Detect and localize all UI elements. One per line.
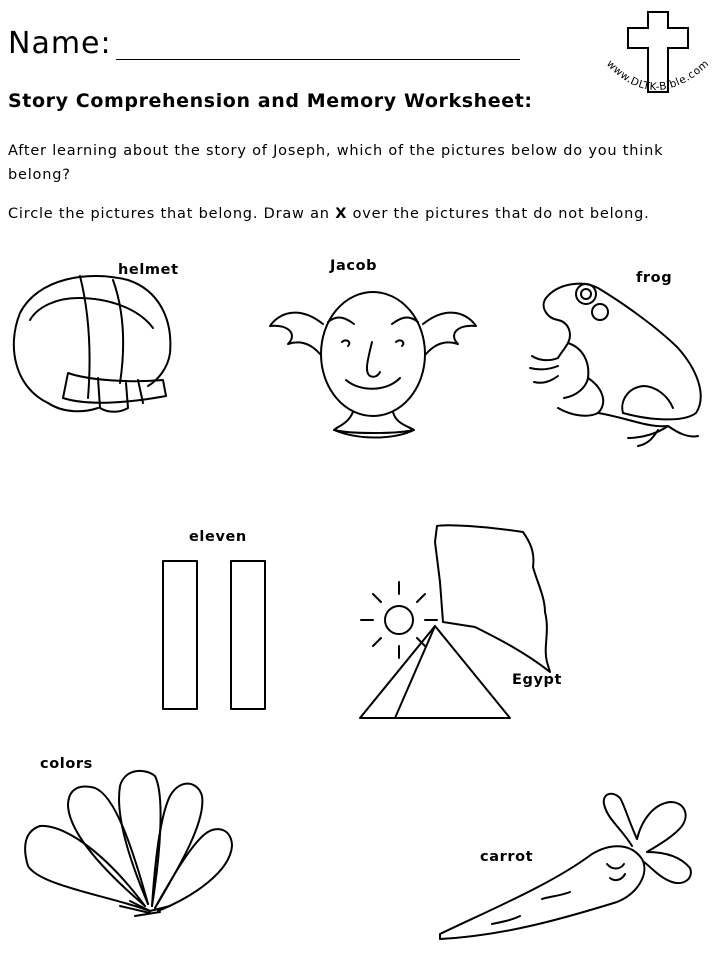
frog-label: frog xyxy=(636,270,673,286)
instructions-question: After learning about the story of Joseph, which of the pictures below do you think belong? xyxy=(8,143,664,183)
egypt-label: Egypt xyxy=(512,672,563,688)
old-man-face-icon[interactable] xyxy=(268,284,478,440)
helmet-label: helmet xyxy=(118,262,179,278)
number-eleven-icon[interactable] xyxy=(160,558,270,712)
name-write-line[interactable] xyxy=(116,59,520,60)
color-fan-swatches-icon[interactable] xyxy=(20,766,240,916)
eleven-label: eleven xyxy=(189,529,247,545)
instructions-task: Circle the pictures that belong. Draw an X over the pictures that do not belong. xyxy=(8,206,650,222)
dltk-cross-logo xyxy=(596,8,720,108)
carrot-icon[interactable] xyxy=(432,784,712,954)
frog-icon[interactable] xyxy=(528,278,714,448)
cross-icon xyxy=(596,8,720,108)
carrot-label: carrot xyxy=(480,849,534,865)
worksheet-title: Story Comprehension and Memory Worksheet: xyxy=(8,90,533,112)
logo-text: www.DLTK-Bible.com xyxy=(603,57,712,94)
colors-label: colors xyxy=(40,756,93,772)
name-label: Name: xyxy=(8,26,112,61)
jacob-label: Jacob xyxy=(330,258,378,274)
svg-text:www.DLTK-Bible.com xyxy=(604,57,712,93)
egypt-map-pyramid-icon[interactable] xyxy=(355,522,555,722)
x-mark: X xyxy=(335,206,348,222)
football-helmet-icon[interactable] xyxy=(8,268,178,428)
